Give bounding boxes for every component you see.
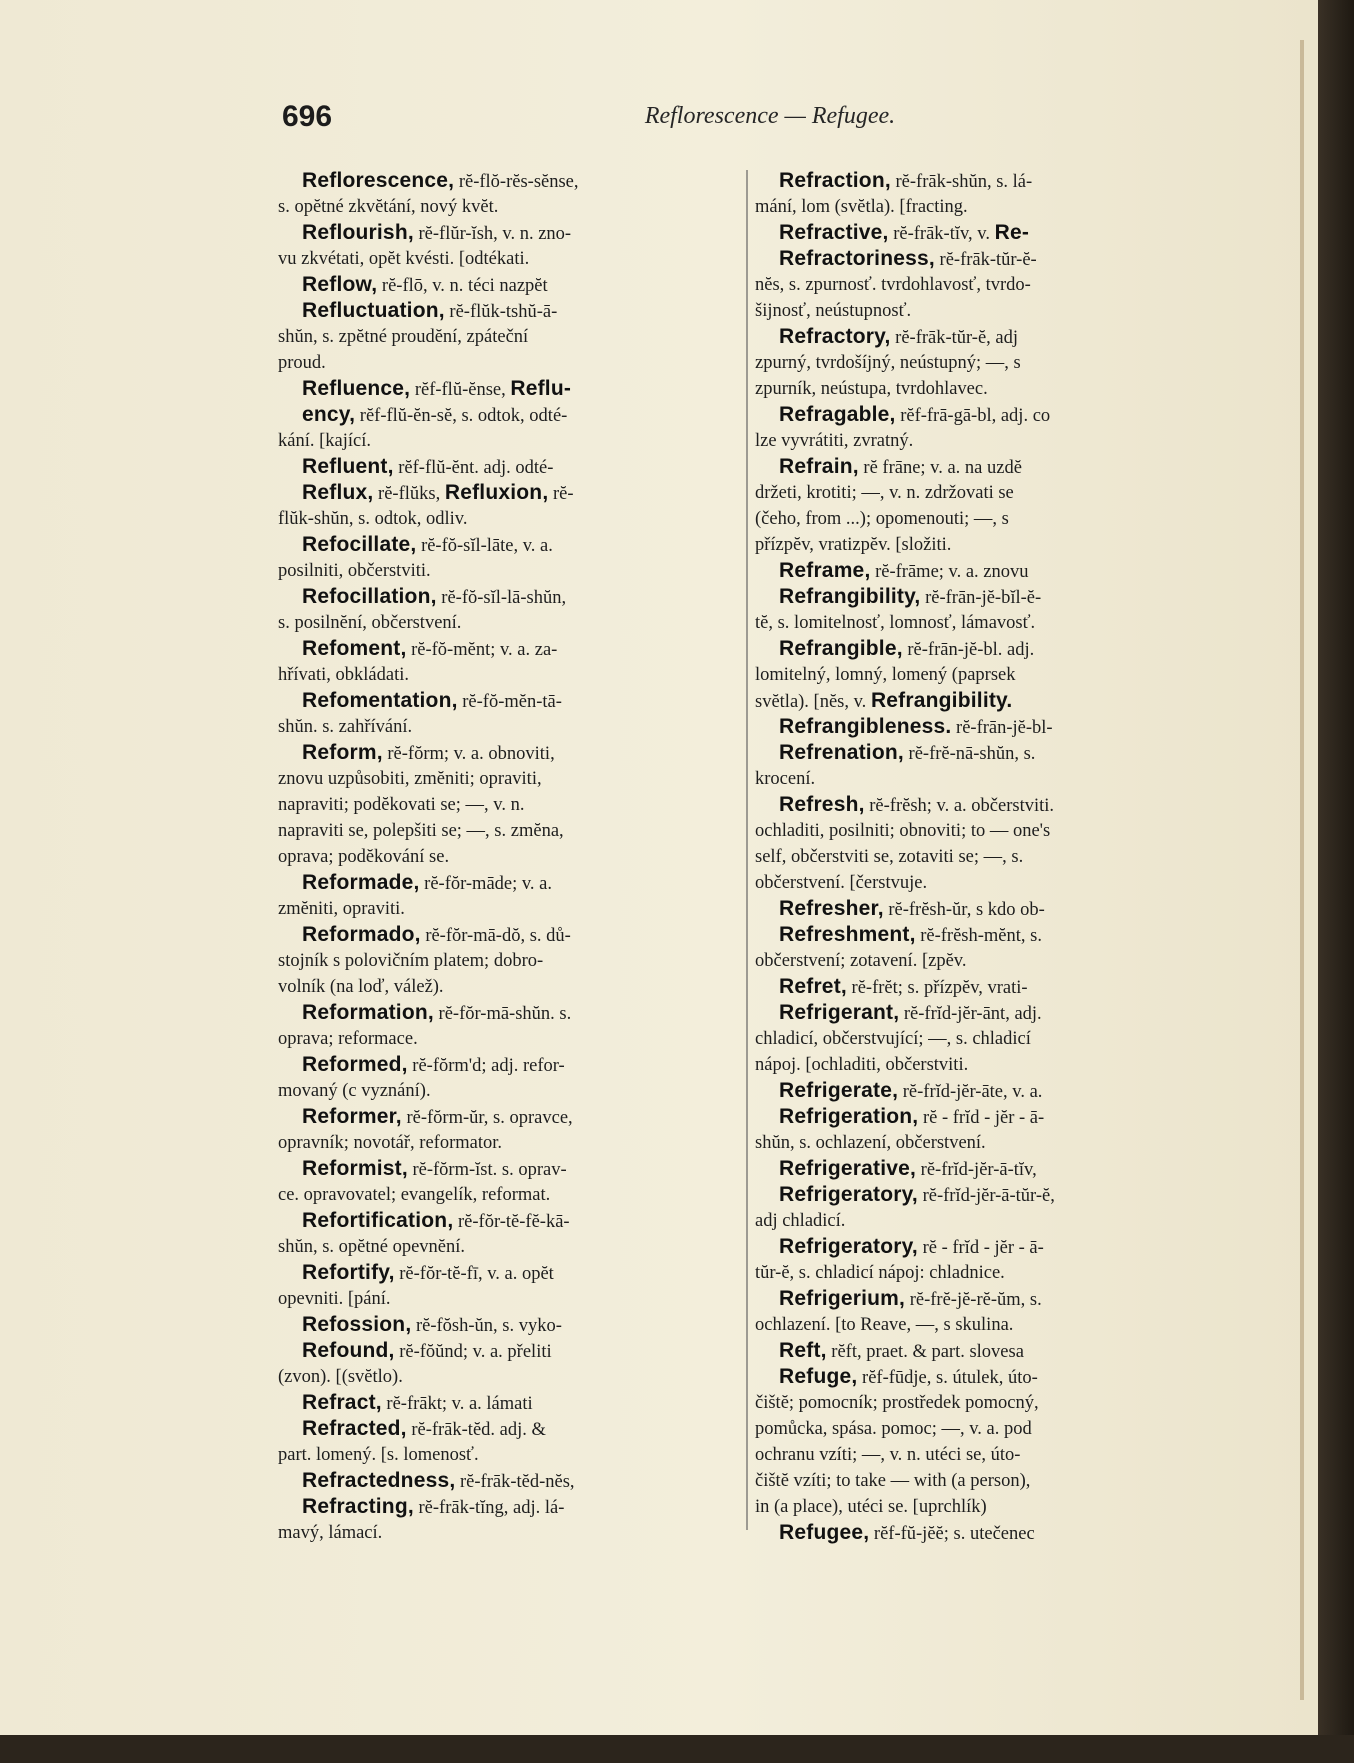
entry-line xyxy=(755,454,1225,480)
book-edge-bottom xyxy=(0,1735,1354,1763)
entry-text: zmĕniti, opraviti. xyxy=(278,899,405,919)
entry-line xyxy=(755,1000,1225,1026)
entry-text: nápoj. [ochladiti, občerstviti. xyxy=(755,1055,969,1075)
entry-line xyxy=(278,1000,748,1026)
headword: Refraction, xyxy=(779,169,891,192)
entry-continuation-line xyxy=(278,194,748,220)
entry-text: rĕ-fŏrm'd; adj. refor- xyxy=(407,1056,565,1076)
entry-continuation-line xyxy=(755,1052,1225,1078)
right-column xyxy=(755,168,1225,1546)
entry-continuation-line xyxy=(755,376,1225,402)
entry-line xyxy=(755,168,1225,194)
entry-text: šijnosť, neústupnosť. xyxy=(755,301,912,321)
entry-text: rĕf-flŭ-ĕnt. adj. odté- xyxy=(393,458,554,478)
entry-text: shŭn. s. zahřívání. xyxy=(278,717,413,737)
entry-line xyxy=(755,402,1225,428)
entry-line xyxy=(278,480,748,506)
entry-continuation-line xyxy=(755,506,1225,532)
entry-continuation-line xyxy=(278,610,748,636)
entry-text: rĕ-fŏ-sĭl-lā-shŭn, xyxy=(436,588,567,608)
headword: Refluxion, xyxy=(444,481,549,504)
entry-continuation-line xyxy=(278,714,748,740)
entry-text: rĕ-frĕ-jĕ-rĕ-ŭm, s. xyxy=(905,1290,1042,1310)
entry-continuation-line xyxy=(278,792,748,818)
headword: Reft, xyxy=(779,1339,827,1362)
entry-line xyxy=(755,584,1225,610)
headword: Refluence, xyxy=(302,377,411,400)
entry-continuation-line xyxy=(278,428,748,454)
entry-text: rĕ-fŏr-mā-dŏ, s. dů- xyxy=(420,926,571,946)
entry-text: volník (na loď, válež). xyxy=(278,977,444,997)
entry-text: tŭr-ĕ, s. chladicí nápoj: chladnice. xyxy=(755,1263,1005,1283)
headword: Refrenation, xyxy=(779,741,904,764)
entry-text: self, občerstviti se, zotaviti se; —, s. xyxy=(755,847,1024,867)
entry-text: rĕ-flŭks, xyxy=(373,484,445,504)
headword: Refrigerium, xyxy=(779,1287,906,1310)
entry-continuation-line xyxy=(278,1182,748,1208)
entry-text: rĕ-fŏ-mĕnt; v. a. za- xyxy=(406,640,558,660)
headword: Reformist, xyxy=(302,1157,408,1180)
entry-text: rĕ frāne; v. a. na uzdĕ xyxy=(858,458,1022,478)
entry-continuation-line xyxy=(278,1286,748,1312)
entry-text: rĕf-fūdje, s. útulek, úto- xyxy=(857,1368,1038,1388)
headword: Reformer, xyxy=(302,1105,402,1128)
entry-line xyxy=(278,1052,748,1078)
headword: Refracted, xyxy=(302,1417,407,1440)
entry-text: pomůcka, spása. pomoc; —, v. a. pod xyxy=(755,1419,1032,1439)
headword: Reformado, xyxy=(302,923,421,946)
entry-line xyxy=(278,220,748,246)
headword: Refrigerant, xyxy=(779,1001,900,1024)
entry-text: rĕft, praet. & part. slovesa xyxy=(826,1342,1024,1362)
entry-line xyxy=(755,1156,1225,1182)
entry-continuation-line xyxy=(755,1312,1225,1338)
headword: Reformed, xyxy=(302,1053,408,1076)
entry-text: svĕtla). [nĕs, v. xyxy=(755,692,871,712)
entry-text: opevniti. [pání. xyxy=(278,1289,391,1309)
entry-continuation-line xyxy=(278,1078,748,1104)
headword: Refractive, xyxy=(779,221,889,244)
headword: Refrigerative, xyxy=(779,1157,917,1180)
entry-line xyxy=(755,922,1225,948)
entry-continuation-line xyxy=(278,1364,748,1390)
entry-line xyxy=(755,220,1225,246)
headword: Refrigeration, xyxy=(779,1105,919,1128)
entry-continuation-line xyxy=(755,1208,1225,1234)
entry-continuation-line xyxy=(278,324,748,350)
entry-text: lze vyvrátiti, zvratný. xyxy=(755,431,914,451)
entry-text: znovu uzpůsobiti, zmĕniti; opraviti, xyxy=(278,769,542,789)
headword: Reflourish, xyxy=(302,221,414,244)
entry-text: rĕ-fŏr-mā-shŭn. s. xyxy=(433,1004,572,1024)
headword: Refret, xyxy=(779,975,847,998)
entry-line xyxy=(755,324,1225,350)
entry-text: rĕ-frāk-tŭr-ĕ- xyxy=(934,250,1037,270)
entry-continuation-line xyxy=(278,974,748,1000)
headword: Re- xyxy=(994,221,1030,244)
entry-line xyxy=(278,376,748,402)
headword: Refossion, xyxy=(302,1313,412,1336)
entry-text: zpurník, neústupa, tvrdohlavec. xyxy=(755,379,988,399)
entry-line xyxy=(755,1286,1225,1312)
entry-text: oprava; podĕkování se. xyxy=(278,847,450,867)
entry-text: oprava; reformace. xyxy=(278,1029,418,1049)
entry-continuation-line xyxy=(755,272,1225,298)
entry-line xyxy=(278,1260,748,1286)
entry-text: rĕ-flŏ-rĕs-sĕnse, xyxy=(454,172,579,192)
entry-continuation-line xyxy=(755,480,1225,506)
book-edge-right xyxy=(1318,0,1354,1763)
entry-line xyxy=(755,714,1225,740)
entry-continuation-line xyxy=(755,1390,1225,1416)
entry-text: shŭn, s. opĕtné opevnĕní. xyxy=(278,1237,466,1257)
entry-line xyxy=(278,636,748,662)
entry-text: zpurný, tvrdošíjný, neústupný; —, s xyxy=(755,353,1021,373)
headword: Refrangibleness. xyxy=(779,715,952,738)
entry-text: rĕf-flŭ-ĕn-sĕ, s. odtok, odté- xyxy=(355,406,568,426)
entry-text: hřívati, obkládati. xyxy=(278,665,410,685)
entry-text: rĕ-flō, v. n. téci nazpĕt xyxy=(377,276,548,296)
headword: Refrangibility, xyxy=(779,585,921,608)
headword: Refrigeratory, xyxy=(779,1235,918,1258)
entry-continuation-line xyxy=(278,766,748,792)
entry-text: rĕ-frĕ-nā-shŭn, s. xyxy=(903,744,1036,764)
entry-continuation-line xyxy=(278,1130,748,1156)
entry-continuation-line xyxy=(755,1442,1225,1468)
entry-text: napraviti se, polepšiti se; —, s. zmĕna, xyxy=(278,821,564,841)
page-number: 696 xyxy=(282,100,333,133)
entry-text: rĕ-frāme; v. a. znovu xyxy=(870,562,1029,582)
entry-continuation-line xyxy=(755,1026,1225,1052)
entry-text: kání. [kající. xyxy=(278,431,371,451)
entry-text: rĕ-fŏ-mĕn-tā- xyxy=(457,692,562,712)
entry-text: napraviti; podĕkovati se; —, v. n. xyxy=(278,795,525,815)
entry-continuation-line xyxy=(278,662,748,688)
entry-line xyxy=(278,922,748,948)
entry-text: adj chladicí. xyxy=(755,1211,846,1231)
entry-text: občerstvení. [čerstvuje. xyxy=(755,873,928,893)
entry-continuation-line xyxy=(755,1494,1225,1520)
headword: Refractory, xyxy=(779,325,891,348)
entry-continuation-line xyxy=(755,844,1225,870)
headword: Reform, xyxy=(302,741,383,764)
headword: Refortify, xyxy=(302,1261,395,1284)
entry-line xyxy=(278,740,748,766)
entry-text: držeti, krotiti; —, v. n. zdržovati se xyxy=(755,483,1014,503)
entry-text: s. opĕtné zkvĕtání, nový kvĕt. xyxy=(278,197,499,217)
entry-continuation-line xyxy=(755,662,1225,688)
headword: Refresher, xyxy=(779,897,884,920)
entry-text: rĕ- xyxy=(548,484,574,504)
entry-line xyxy=(755,1182,1225,1208)
headword: Refresh, xyxy=(779,793,865,816)
entry-line xyxy=(278,870,748,896)
entry-continuation-line xyxy=(755,1416,1225,1442)
entry-continuation-line xyxy=(755,610,1225,636)
entry-text: (zvon). [(svĕtlo). xyxy=(278,1367,403,1387)
entry-text: proud. xyxy=(278,353,326,373)
entry-line xyxy=(278,1312,748,1338)
entry-continuation-line xyxy=(278,1026,748,1052)
entry-continuation-line xyxy=(755,298,1225,324)
entry-text: rĕ-fŏr-māde; v. a. xyxy=(419,874,553,894)
entry-line xyxy=(278,1390,748,1416)
headword: Reformation, xyxy=(302,1001,434,1024)
headword: Refrangible, xyxy=(779,637,903,660)
entry-text: flŭk-shŭn, s. odtok, odliv. xyxy=(278,509,468,529)
entry-text: rĕ-frāk-tĕd-nĕs, xyxy=(455,1472,575,1492)
entry-line xyxy=(755,896,1225,922)
entry-continuation-line xyxy=(278,350,748,376)
entry-text: rĕ - frĭd - jĕr - ā- xyxy=(918,1108,1045,1128)
entry-text: rĕ-fŏŭnd; v. a. přeliti xyxy=(394,1342,552,1362)
entry-continuation-line xyxy=(755,688,1225,714)
entry-text: rĕ-frāk-tĕd. adj. & xyxy=(406,1420,546,1440)
entry-line xyxy=(278,1338,748,1364)
entry-continuation-line xyxy=(278,506,748,532)
entry-text: rĕ-flŭk-tshŭ-ā- xyxy=(444,302,558,322)
entry-text: rĕ-fŏr-tĕ-fī, v. a. opĕt xyxy=(394,1264,554,1284)
entry-text: rĕ-frĕsh-ŭr, s kdo ob- xyxy=(883,900,1045,920)
entry-line xyxy=(278,168,748,194)
headword: Reformade, xyxy=(302,871,420,894)
entry-text: mání, lom (svĕtla). [fracting. xyxy=(755,197,968,217)
entry-continuation-line xyxy=(755,870,1225,896)
entry-text: rĕ-fŏ-sĭl-lāte, v. a. xyxy=(416,536,553,556)
headword: Refocillate, xyxy=(302,533,417,556)
entry-text: movaný (c vyznání). xyxy=(278,1081,431,1101)
entry-line xyxy=(755,636,1225,662)
entry-continuation-line xyxy=(755,194,1225,220)
headword: Reflow, xyxy=(302,273,378,296)
headword: Refragable, xyxy=(779,403,896,426)
entry-continuation-line xyxy=(755,428,1225,454)
entry-text: rĕ-frāk-shŭn, s. lá- xyxy=(890,172,1033,192)
headword: Refluctuation, xyxy=(302,299,445,322)
entry-continuation-line xyxy=(278,1520,748,1546)
entry-line xyxy=(755,974,1225,1000)
entry-text: rĕ-fŏrm; v. a. obnoviti, xyxy=(382,744,555,764)
entry-line xyxy=(278,402,748,428)
entry-continuation-line xyxy=(755,1130,1225,1156)
headword: Refractoriness, xyxy=(779,247,935,270)
entry-text: rĕf-frā-gā-bl, adj. co xyxy=(895,406,1051,426)
entry-text: ce. opravovatel; evangelík, reformat. xyxy=(278,1185,551,1205)
headword: Refluent, xyxy=(302,455,394,478)
entry-text: stojník s polovičním platem; dobro- xyxy=(278,951,544,971)
entry-continuation-line xyxy=(278,558,748,584)
running-head: Reflorescence — Refugee. xyxy=(644,103,896,129)
entry-text: rĕ - frĭd - jĕr - ā- xyxy=(917,1238,1044,1258)
entry-text: lomitelný, lomný, lomený (paprsek xyxy=(755,665,1016,685)
entry-text: opravník; novotář, reformator. xyxy=(278,1133,502,1153)
entry-text: s. posilnĕní, občerstvení. xyxy=(278,613,462,633)
headword: Refractedness, xyxy=(302,1469,456,1492)
entry-continuation-line xyxy=(755,1260,1225,1286)
headword: Reflu- xyxy=(510,377,572,400)
entry-text: shŭn, s. ochlazení, občerstvení. xyxy=(755,1133,986,1153)
entry-text: rĕ-frāk-tĭv, v. xyxy=(888,224,995,244)
entry-text: rĕ-frĭd-jĕr-ā-tĭv, xyxy=(916,1160,1037,1180)
entry-text: rĕ-frĕsh; v. a. občerstviti. xyxy=(864,796,1055,816)
entry-text: krocení. xyxy=(755,769,816,789)
entry-text: rĕ-frān-jĕ-bl- xyxy=(951,718,1053,738)
entry-text: (čeho, from ...); opomenouti; —, s xyxy=(755,509,1009,529)
entry-text: rĕ-frĭd-jĕr-āte, v. a. xyxy=(898,1082,1043,1102)
entry-text: chladicí, občerstvující; —, s. chladicí xyxy=(755,1029,1031,1049)
page-gutter-shadow xyxy=(1300,40,1304,1700)
entry-text: rĕf-fŭ-jĕĕ; s. utečenec xyxy=(869,1524,1035,1544)
entry-text: ochlazení. [to Reave, —, s skulina. xyxy=(755,1315,1014,1335)
entry-continuation-line xyxy=(755,1468,1225,1494)
entry-line xyxy=(755,792,1225,818)
entry-text: rĕ-frĕt; s. přízpĕv, vrati- xyxy=(846,978,1028,998)
headword: Refrigerate, xyxy=(779,1079,899,1102)
entry-line xyxy=(278,1416,748,1442)
headword: Refortification, xyxy=(302,1209,454,1232)
entry-line xyxy=(755,1364,1225,1390)
headword: Refugee, xyxy=(779,1521,870,1544)
entry-line xyxy=(755,1520,1225,1546)
headword: Refrangibility. xyxy=(870,689,1013,712)
entry-continuation-line xyxy=(755,818,1225,844)
entry-text: mavý, lámací. xyxy=(278,1523,383,1543)
entry-text: rĕ-flŭr-ĭsh, v. n. zno- xyxy=(413,224,572,244)
headword: Refract, xyxy=(302,1391,382,1414)
entry-continuation-line xyxy=(755,766,1225,792)
entry-text: nĕs, s. zpurnosť. tvrdohlavosť, tvrdo- xyxy=(755,275,1031,295)
headword: Refreshment, xyxy=(779,923,916,946)
headword: Reflorescence, xyxy=(302,169,455,192)
entry-continuation-line xyxy=(278,948,748,974)
headword: Reframe, xyxy=(779,559,871,582)
entry-text: rĕ-fŏr-tĕ-fĕ-kā- xyxy=(453,1212,570,1232)
entry-continuation-line xyxy=(755,350,1225,376)
entry-line xyxy=(278,1104,748,1130)
entry-text: in (a place), utéci se. [uprchlík) xyxy=(755,1497,987,1517)
entry-line xyxy=(755,1078,1225,1104)
headword: ency, xyxy=(302,403,356,426)
headword: Refound, xyxy=(302,1339,395,1362)
entry-text: rĕ-fŏrm-ĭst. s. oprav- xyxy=(407,1160,567,1180)
headword: Refoment, xyxy=(302,637,407,660)
entry-text: rĕ-fŏsh-ŭn, s. vyko- xyxy=(411,1316,562,1336)
entry-text: rĕ-frān-jĕ-bl. adj. xyxy=(902,640,1035,660)
left-column xyxy=(278,168,748,1546)
entry-text: rĕf-flŭ-ĕnse, xyxy=(410,380,511,400)
entry-line xyxy=(278,532,748,558)
entry-continuation-line xyxy=(278,246,748,272)
entry-text: čištĕ vzíti; to take — with (a person), xyxy=(755,1471,1031,1491)
entry-continuation-line xyxy=(278,1442,748,1468)
entry-text: posilniti, občerstviti. xyxy=(278,561,431,581)
entry-continuation-line xyxy=(278,896,748,922)
entry-line xyxy=(278,1208,748,1234)
entry-text: part. lomený. [s. lomenosť. xyxy=(278,1445,479,1465)
entry-line xyxy=(755,1234,1225,1260)
entry-line xyxy=(755,246,1225,272)
entry-line xyxy=(755,1104,1225,1130)
headword: Refuge, xyxy=(779,1365,858,1388)
entry-line xyxy=(755,740,1225,766)
column-divider xyxy=(746,170,748,1530)
headword: Refrain, xyxy=(779,455,859,478)
entry-continuation-line xyxy=(278,818,748,844)
entry-text: rĕ-frĕsh-mĕnt, s. xyxy=(915,926,1042,946)
entry-line xyxy=(278,454,748,480)
entry-line xyxy=(278,688,748,714)
entry-line xyxy=(278,1468,748,1494)
entry-text: rĕ-frĭd-jĕr-ā-tŭr-ĕ, xyxy=(917,1186,1055,1206)
entry-text: rĕ-frĭd-jĕr-ānt, adj. xyxy=(899,1004,1042,1024)
entry-text: vu zkvétati, opĕt kvésti. [odtékati. xyxy=(278,249,530,269)
entry-line xyxy=(278,272,748,298)
entry-continuation-line xyxy=(278,844,748,870)
entry-text: rĕ-frāk-tŭr-ĕ, adj xyxy=(890,328,1019,348)
entry-text: rĕ-frān-jĕ-bĭl-ĕ- xyxy=(920,588,1042,608)
entry-text: tĕ, s. lomitelnosť, lomnosť, lámavosť. xyxy=(755,613,1036,633)
entry-text: přízpĕv, vratizpĕv. [složiti. xyxy=(755,535,952,555)
entry-continuation-line xyxy=(278,1234,748,1260)
headword: Refomentation, xyxy=(302,689,458,712)
entry-line xyxy=(278,1156,748,1182)
entry-text: rĕ-fŏrm-ŭr, s. opravce, xyxy=(401,1108,573,1128)
entry-text: rĕ-frākt; v. a. lámati xyxy=(381,1394,533,1414)
entry-continuation-line xyxy=(755,948,1225,974)
entry-line xyxy=(755,558,1225,584)
headword: Refrigeratory, xyxy=(779,1183,918,1206)
headword: Refracting, xyxy=(302,1495,414,1518)
entry-continuation-line xyxy=(755,532,1225,558)
entry-text: ochranu vzíti; —, v. n. utéci se, úto- xyxy=(755,1445,1021,1465)
entry-text: čištĕ; pomocník; prostředek pomocný, xyxy=(755,1393,1039,1413)
headword: Reflux, xyxy=(302,481,374,504)
entry-text: ochladiti, posilniti; obnoviti; to — one's xyxy=(755,821,1051,841)
entry-text: rĕ-frāk-tĭng, adj. lá- xyxy=(413,1498,565,1518)
entry-text: shŭn, s. zpĕtné proudĕní, zpáteční xyxy=(278,327,529,347)
entry-text: občerstvení; zotavení. [zpĕv. xyxy=(755,951,967,971)
entry-line xyxy=(755,1338,1225,1364)
entry-line xyxy=(278,584,748,610)
entry-line xyxy=(278,1494,748,1520)
headword: Refocillation, xyxy=(302,585,437,608)
entry-line xyxy=(278,298,748,324)
